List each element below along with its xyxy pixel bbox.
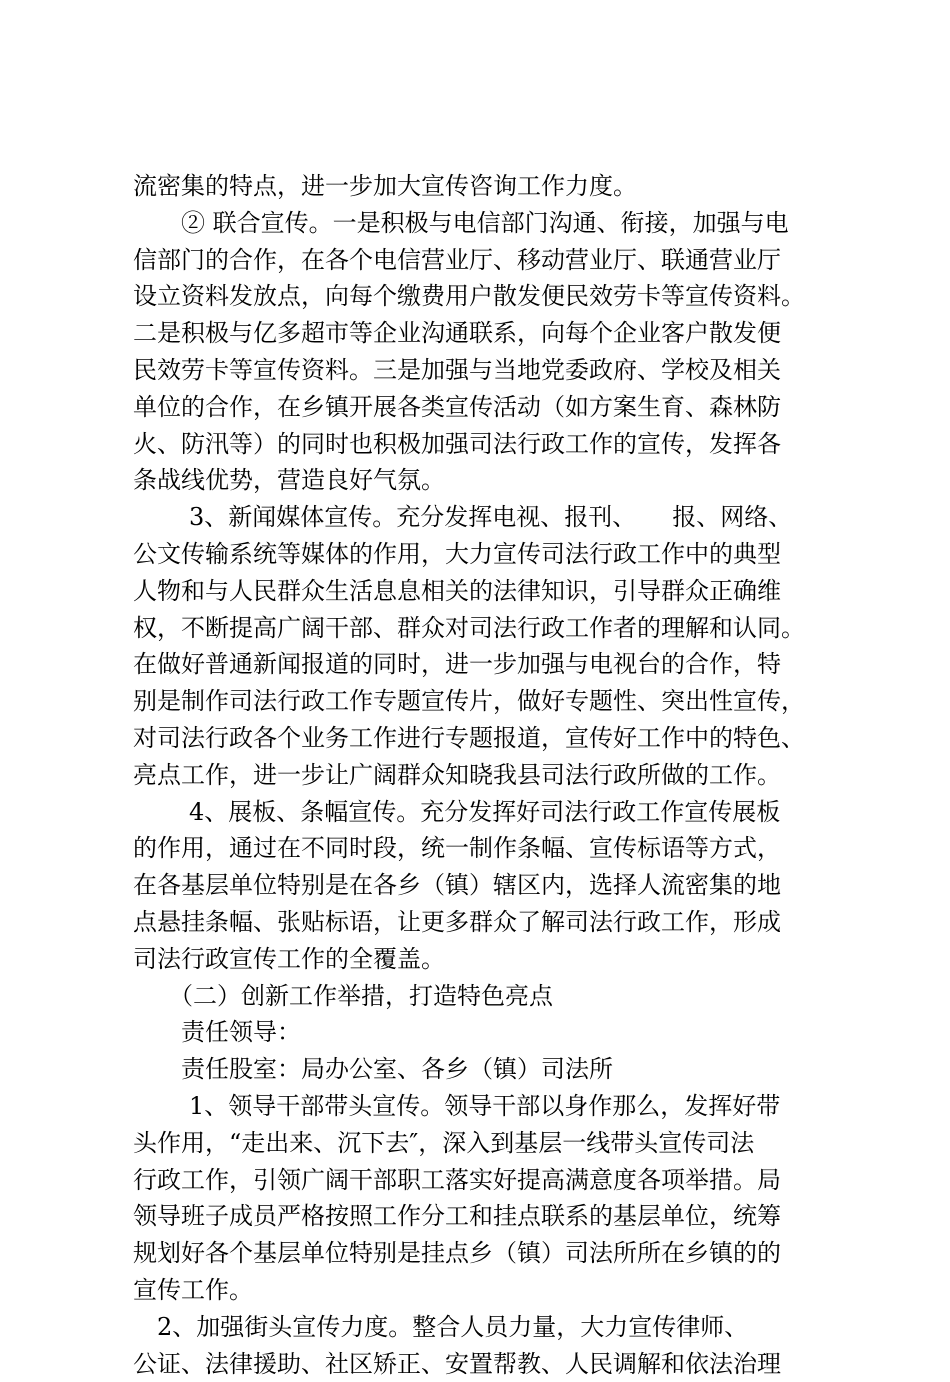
document-body xyxy=(133,168,833,1382)
text-line: 亮点工作，进一步让广阔群众知晓我县司法行政所做的工作。 xyxy=(133,757,833,794)
text-line: 二是积极与亿多超市等企业沟通联系，向每个企业客户散发便 xyxy=(133,315,833,352)
text-line: 宣传工作。 xyxy=(133,1272,833,1309)
paragraph-start: 4、展板、条幅宣传。充分发挥好司法行政工作宣传展板 xyxy=(133,794,833,831)
text-line: 条战线优势，营造良好气氛。 xyxy=(133,462,833,499)
text-line: 对司法行政各个业务工作进行专题报道，宣传好工作中的特色、 xyxy=(133,720,833,757)
text-line: 单位的合作，在乡镇开展各类宣传活动（如方案生育、森林防 xyxy=(133,389,833,426)
text-line: 行政工作，引领广阔干部职工落实好提高满意度各项举措。局 xyxy=(133,1162,833,1199)
text-line: 公文传输系统等媒体的作用，大力宣传司法行政工作中的典型 xyxy=(133,536,833,573)
text-line: 的作用，通过在不同时段，统一制作条幅、宣传标语等方式， xyxy=(133,830,833,867)
text-line: 在各基层单位特别是在各乡（镇）辖区内，选择人流密集的地 xyxy=(133,867,833,904)
paragraph-start: ② 联合宣传。一是积极与电信部门沟通、衔接，加强与电 xyxy=(133,205,833,242)
text-line: 流密集的特点，进一步加大宣传咨询工作力度。 xyxy=(133,168,833,205)
text-line: 别是制作司法行政工作专题宣传片，做好专题性、突出性宣传， xyxy=(133,683,833,720)
paragraph-start: 3、新闻媒体宣传。充分发挥电视、报刊、 报、网络、 xyxy=(133,499,833,536)
text-line: 规划好各个基层单位特别是挂点乡（镇）司法所所在乡镇的的 xyxy=(133,1235,833,1272)
text-line: 领导班子成员严格按照工作分工和挂点联系的基层单位，统筹 xyxy=(133,1198,833,1235)
text-line: 公证、法律援助、社区矫正、安置帮教、人民调解和依法治理 xyxy=(133,1346,833,1382)
text-line: 民效劳卡等宣传资料。三是加强与当地党委政府、学校及相关 xyxy=(133,352,833,389)
text-line: 头作用，“走出来、沉下去″，深入到基层一线带头宣传司法 xyxy=(133,1125,833,1162)
text-line: 点悬挂条幅、张贴标语，让更多群众了解司法行政工作，形成 xyxy=(133,904,833,941)
responsible-department: 责任股室：局办公室、各乡（镇）司法所 xyxy=(133,1051,833,1088)
responsible-leader: 责任领导： xyxy=(133,1014,833,1051)
paragraph-start: 1、领导干部带头宣传。领导干部以身作那么，发挥好带 xyxy=(133,1088,833,1125)
section-heading: （二）创新工作举措，打造特色亮点 xyxy=(133,978,833,1015)
paragraph-start: 2、加强街头宣传力度。整合人员力量，大力宣传律师、 xyxy=(133,1309,833,1346)
text-line: 设立资料发放点，向每个缴费用户散发便民效劳卡等宣传资料。 xyxy=(133,278,833,315)
text-line: 权，不断提高广阔干部、群众对司法行政工作者的理解和认同。 xyxy=(133,610,833,647)
text-line: 司法行政宣传工作的全覆盖。 xyxy=(133,941,833,978)
text-line: 火、防汛等）的同时也积极加强司法行政工作的宣传，发挥各 xyxy=(133,426,833,463)
text-line: 人物和与人民群众生活息息相关的法律知识，引导群众正确维 xyxy=(133,573,833,610)
text-line: 在做好普通新闻报道的同时，进一步加强与电视台的合作，特 xyxy=(133,646,833,683)
text-line: 信部门的合作，在各个电信营业厅、移动营业厅、联通营业厅 xyxy=(133,242,833,279)
